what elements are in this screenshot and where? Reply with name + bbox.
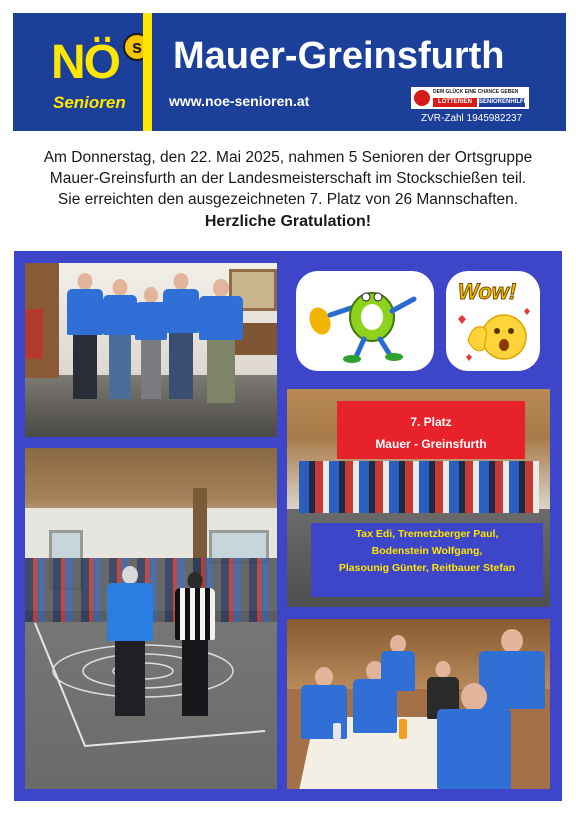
logo-divider bbox=[143, 13, 152, 131]
wow-sticker bbox=[446, 271, 540, 371]
wow-text: Wow! bbox=[458, 279, 517, 304]
zvr-number: ZVR-Zahl 1945982237 bbox=[421, 113, 523, 124]
team-names-line-1: Tax Edi, Tremetzberger Paul, bbox=[355, 528, 499, 540]
placement-title: 7. Platz bbox=[410, 415, 452, 429]
intro-text bbox=[14, 147, 562, 232]
header-banner bbox=[13, 13, 566, 131]
team-names-line-2: Bodenstein Wolfgang, bbox=[371, 545, 483, 557]
placement-banner bbox=[337, 401, 525, 459]
logo-text: NÖ bbox=[51, 36, 119, 89]
website-link[interactable]: www.noe-senioren.at bbox=[169, 93, 310, 109]
intro-line-3: Sie erreichten den ausgezeichneten 7. Platz von 26 Mannschaften. bbox=[57, 191, 519, 208]
page-title: Mauer-Greinsfurth bbox=[173, 35, 505, 77]
team-names-line-3: Plasounig Günter, Reitbauer Stefan bbox=[338, 562, 516, 574]
cheering-mascot-icon bbox=[296, 271, 434, 371]
team-names-box bbox=[311, 523, 543, 597]
lotterien-icon bbox=[414, 90, 430, 106]
intro-line-1: Am Donnerstag, den 22. Mai 2025, nahmen 5 Senioren der Ortsgruppe bbox=[43, 149, 533, 166]
curling-court-photo[interactable] bbox=[25, 448, 277, 789]
placement-team: Mauer - Greinsfurth bbox=[375, 437, 487, 451]
logo-badge-icon: s bbox=[123, 33, 151, 61]
logo-subtitle: Senioren bbox=[53, 93, 126, 112]
restaurant-photo[interactable] bbox=[287, 619, 550, 789]
intro-line-2: Mauer-Greinsfurth an der Landesmeisterschaft im Stockschießen teil. bbox=[49, 170, 527, 187]
placement-photo[interactable] bbox=[287, 389, 550, 607]
lotto-tagline: DEM GLÜCK EINE CHANCE GEBEN bbox=[433, 89, 519, 95]
mascot-sticker bbox=[296, 271, 434, 371]
lotto-right-label: SENIORENHILFE bbox=[479, 99, 528, 105]
photo-collage bbox=[14, 251, 562, 801]
wow-emoji-icon bbox=[446, 271, 540, 371]
team-photo[interactable] bbox=[25, 263, 277, 437]
lotterien-sponsor-logo bbox=[411, 87, 529, 109]
congratulations-heading: Herzliche Gratulation! bbox=[204, 213, 372, 230]
noe-senioren-logo[interactable] bbox=[13, 13, 151, 131]
lotto-left-label: LOTTERIEN bbox=[433, 98, 477, 107]
